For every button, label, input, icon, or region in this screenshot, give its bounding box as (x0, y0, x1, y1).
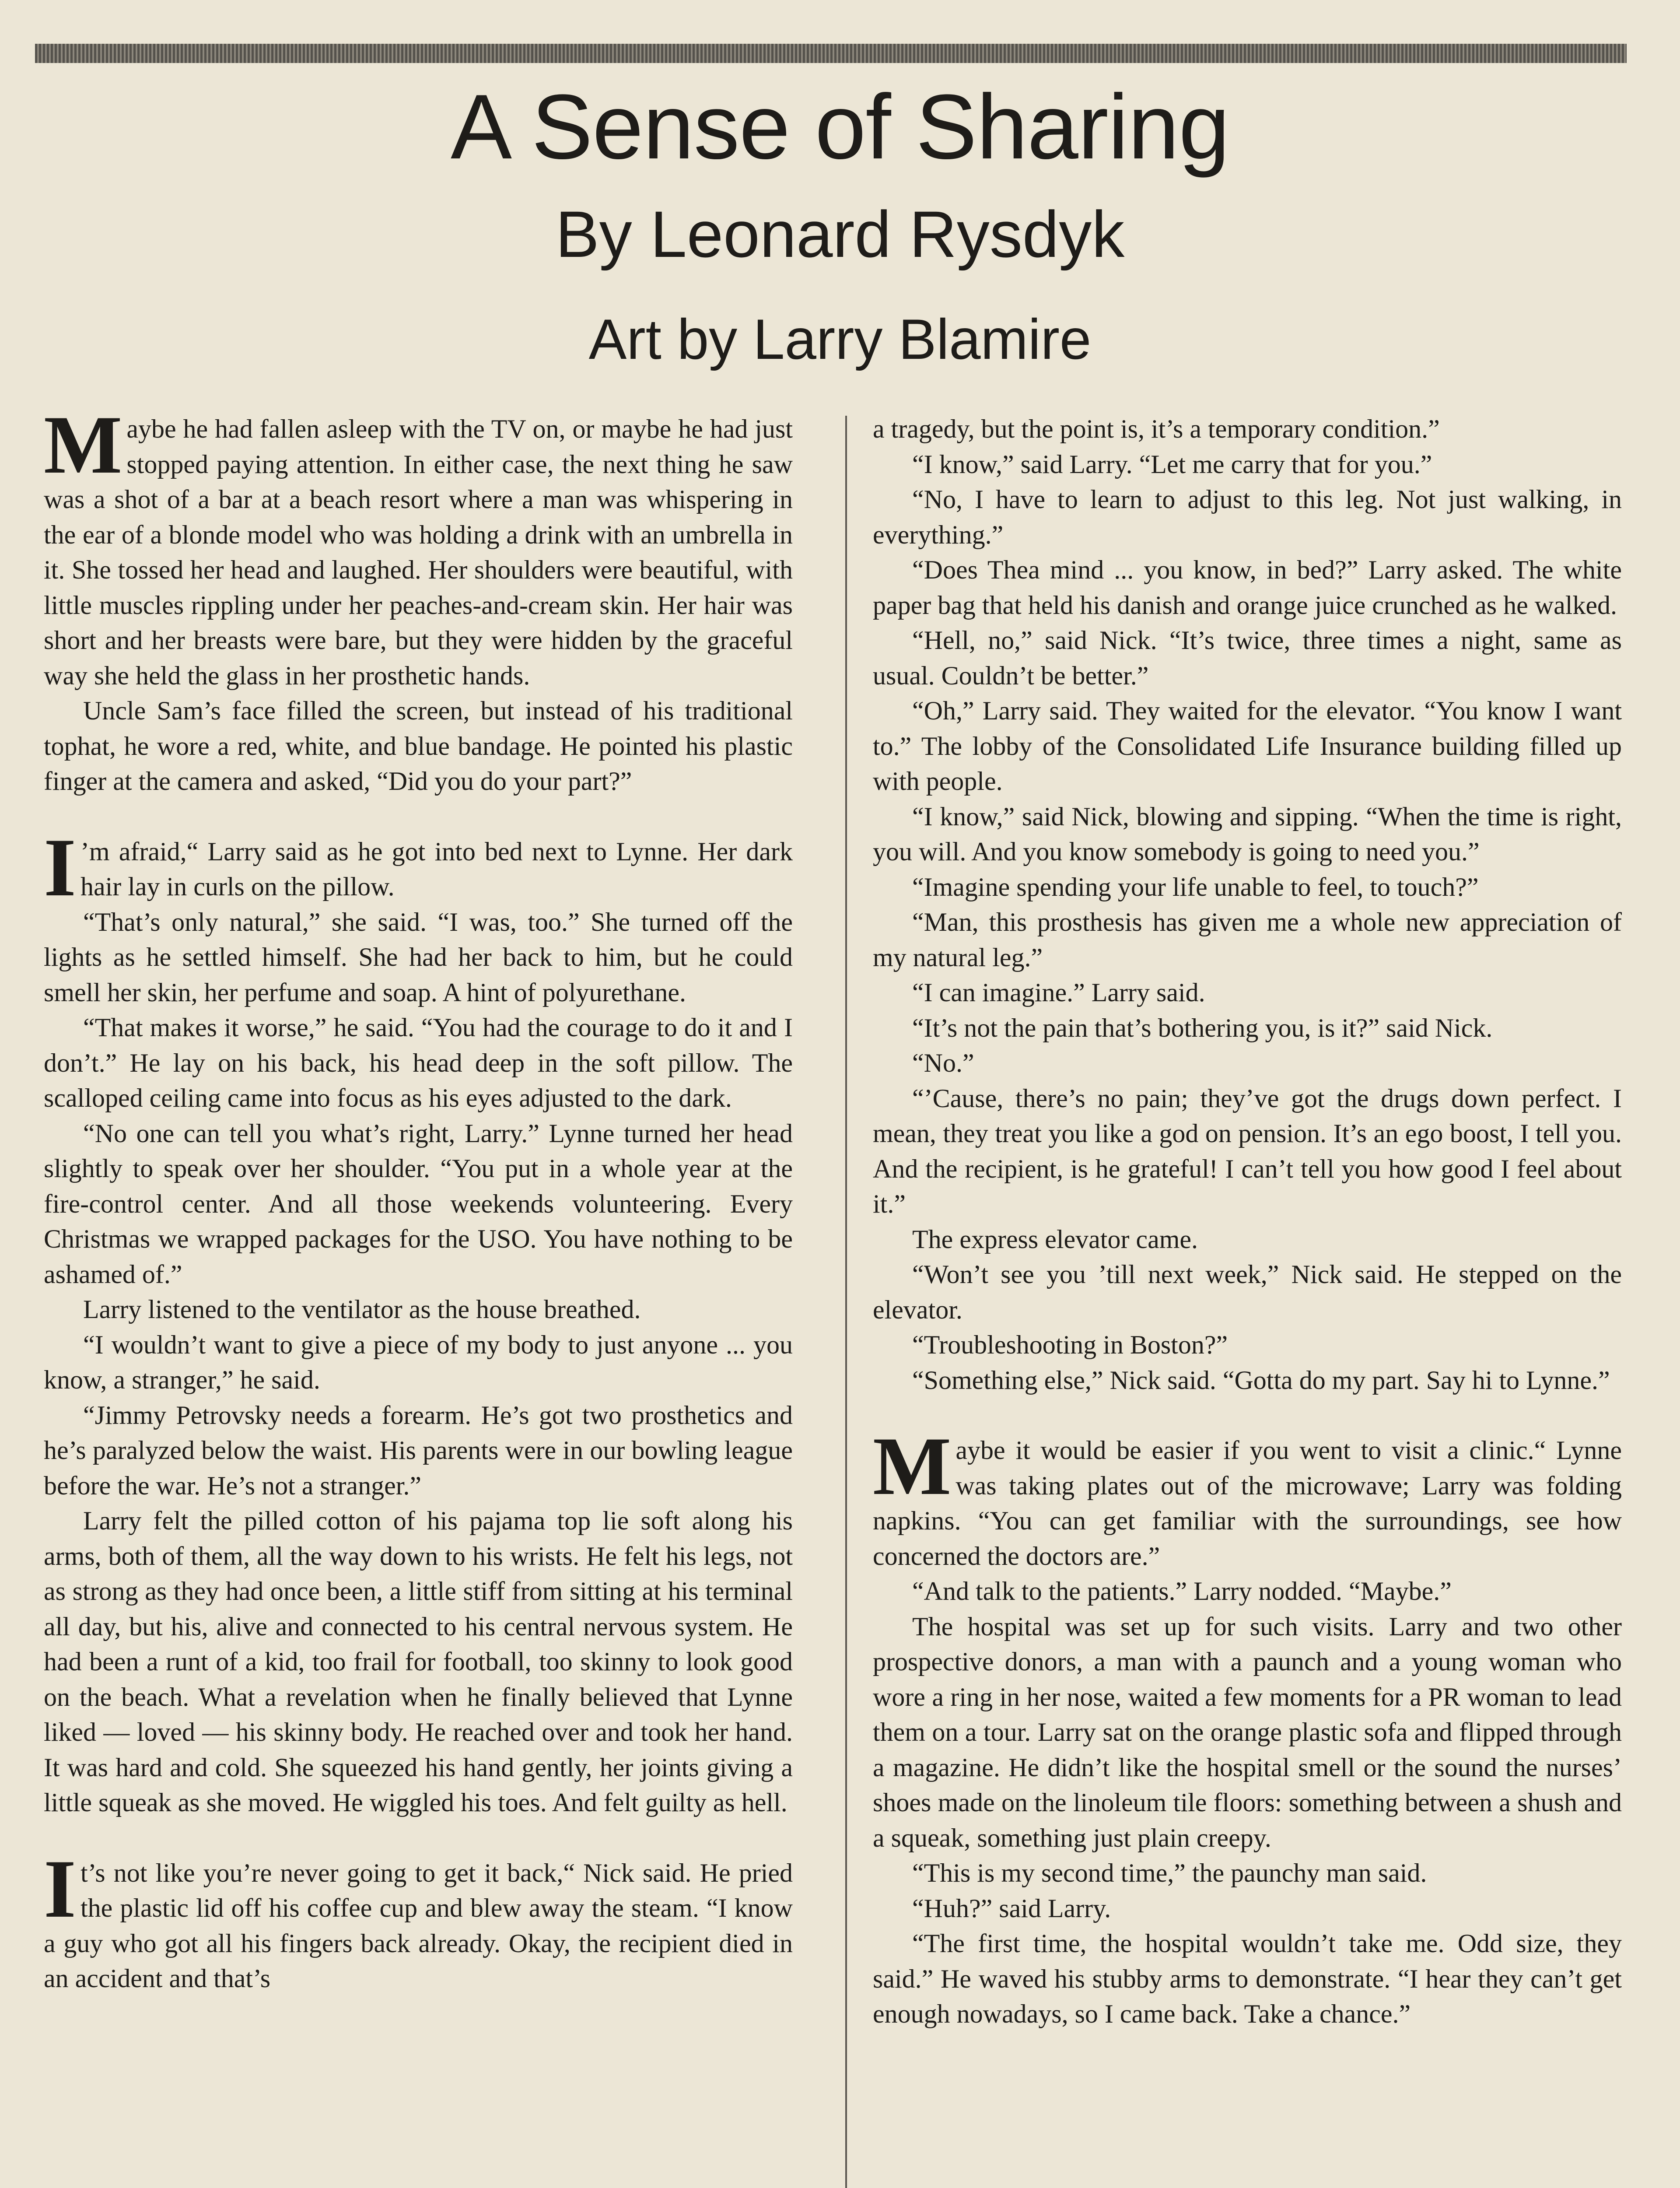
story-paragraph (873, 1609, 1622, 1856)
top-decorative-rule (35, 44, 1627, 63)
story-paragraph (44, 1503, 793, 1820)
right-text-column (873, 411, 1622, 2188)
story-paragraph (44, 905, 793, 1010)
paragraph-text: “That makes it worse,” he said. “You had the courage to do it and I don’t.” He lay on his back, his head deep in the soft pillow. The scalloped ceiling came into focus as his eyes adjusted to the dark. (44, 1013, 793, 1112)
paragraph-text: The hospital was set up for such visits. Larry and two other prospective donors, a man with a paunch and a young woman who wore a ring in her nose, waited a few moments for a PR woman to lead them on a tour. Larry sat on the orange plastic sofa and flipped through a magazine. He didn’t like the hospital smell or the sound the nurses’ shoes made on the linoleum tile floors: something between a shush and a squeak, something just plain creepy. (873, 1612, 1622, 1852)
story-paragraph (873, 693, 1622, 799)
story-paragraph (44, 1292, 793, 1327)
story-paragraph (873, 1222, 1622, 1257)
story-paragraph (873, 799, 1622, 870)
story-paragraph (873, 905, 1622, 975)
story-title: A Sense of Sharing (451, 75, 1229, 178)
paragraph-text: ’m afraid,“ Larry said as he got into bed next to Lynne. Her dark hair lay in curls on the pillow. (80, 837, 793, 901)
paragraph-text: “No, I have to learn to adjust to this leg. Not just walking, in everything.” (873, 485, 1622, 549)
story-paragraph (873, 1926, 1622, 2032)
paragraph-text: “That’s only natural,” she said. “I was, too.” She turned off the lights as he settled himself. She had her back to him, but he could smell her skin, her perfume and soap. A hint of polyurethane. (44, 907, 793, 1007)
paragraph-text: “And talk to the patients.” Larry nodded. “Maybe.” (912, 1577, 1452, 1606)
story-paragraph (873, 1574, 1622, 1609)
story-paragraph (44, 1398, 793, 1504)
paragraph-text: “I know,” said Nick, blowing and sipping. “When the time is right, you will. And you know somebody is going to need you.” (873, 802, 1622, 866)
paragraph-text: “’Cause, there’s no pain; they’ve got the drugs down perfect. I mean, they treat you like a god on pension. It’s an ego boost, I tell you. And the recipient, is he grateful! I can’t tell you how good I feel about it.” (873, 1083, 1622, 1218)
story-paragraph (44, 693, 793, 799)
paragraph-text: aybe he had fallen asleep with the TV on, or maybe he had just stopped paying attention. In either case, the next thing he saw was a shot of a bar at a beach resort where a man was whispering in the ear of a blonde model who was holding a drink with an umbrella in it. She tossed her head and laughed. Her shoulders were beautiful, with little muscles rippling under her peaches-and-cream skin. Her hair was short and her breasts were bare, but they were hidden by the graceful way she held the glass in her prosthetic hands. (44, 414, 793, 690)
paragraph-text: “The first time, the hospital wouldn’t take me. Odd size, they said.” He waved his stubby arms to demonstrate. “I hear they can’t get enough nowadays, so I came back. Take a chance.” (873, 1929, 1622, 2028)
drop-cap: I (44, 821, 76, 914)
paragraph-text: “It’s not the pain that’s bothering you, is it?” said Nick. (912, 1013, 1493, 1042)
story-paragraph (873, 1045, 1622, 1081)
paragraph-text: “Huh?” said Larry. (912, 1893, 1111, 1923)
paragraph-text: Uncle Sam’s face filled the screen, but instead of his traditional tophat, he wore a red, white, and blue bandage. He pointed his plastic finger at the camera and asked, “Did you do your part?” (44, 696, 793, 796)
drop-cap: I (44, 1843, 76, 1935)
paragraph-text: “I can imagine.” Larry said. (912, 978, 1205, 1007)
story-paragraph (873, 1010, 1622, 1046)
drop-cap: M (873, 1420, 952, 1512)
paragraph-text: aybe it would be easier if you went to visit a clinic.“ Lynne was taking plates out of the microwave; Larry was folding napkins. “You can get familiar with the surroundings, see how concerned the doctors are.” (873, 1436, 1622, 1571)
story-paragraph (44, 1010, 793, 1116)
author-byline: By Leonard Rysdyk (555, 197, 1125, 271)
paragraph-text: Larry felt the pilled cotton of his pajama top lie soft along his arms, both of them, all the way down to his wrists. He felt his legs, not as strong as they had once been, a little stiff from sitting at his terminal all day, but his, alive and connected to his central nervous system. He had been a runt of a kid, too frail for football, too skinny to look good on the beach. What a revelation when he finally believed that Lynne liked — loved — his skinny body. He reached over and took her hand. It was hard and cold. She squeezed his hand gently, her joints giving a little squeak as she moved. He wiggled his toes. And felt guilty as hell. (44, 1506, 793, 1817)
paragraph-text: t’s not like you’re never going to get it back,“ Nick said. He pried the plastic lid off his coffee cup and blew away the steam. “I know a guy who got all his fingers back already. Okay, the recipient died in an accident and that’s (44, 1858, 793, 1993)
paragraph-text: “I know,” said Larry. “Let me carry that for you.” (912, 449, 1432, 479)
story-paragraph (873, 870, 1622, 905)
story-paragraph (873, 1891, 1622, 1926)
story-paragraph (873, 1327, 1622, 1363)
paragraph-text: The express elevator came. (912, 1224, 1198, 1254)
left-text-column (44, 411, 793, 2188)
story-paragraph (873, 623, 1622, 693)
story-paragraph (873, 1855, 1622, 1891)
art-credit: Art by Larry Blamire (588, 307, 1092, 371)
paragraph-text: “Man, this prosthesis has given me a whole new appreciation of my natural leg.” (873, 908, 1622, 972)
story-paragraph (44, 1116, 793, 1292)
paragraph-text: “Jimmy Petrovsky needs a forearm. He’s got two prosthetics and he’s paralyzed below the waist. His parents were in our bowling league before the war. He’s not a stranger.” (44, 1400, 793, 1500)
paragraph-text: Larry listened to the ventilator as the house breathed. (83, 1295, 641, 1324)
paragraph-text: a tragedy, but the point is, it’s a temporary condition.” (873, 414, 1440, 443)
story-paragraph (873, 1363, 1622, 1398)
column-divider (845, 416, 847, 2188)
story-paragraph (873, 447, 1622, 482)
story-paragraph (873, 552, 1622, 623)
paragraph-text: “Oh,” Larry said. They waited for the elevator. “You know I want to.” The lobby of the Consolidated Life Insurance building filled up with people. (873, 696, 1622, 796)
paragraph-text: “Troubleshooting in Boston?” (912, 1330, 1228, 1359)
paragraph-text: “No.” (912, 1048, 974, 1077)
story-paragraph (873, 1420, 1622, 1574)
story-paragraph (873, 411, 1622, 447)
paragraph-text: “Hell, no,” said Nick. “It’s twice, three times a night, same as usual. Couldn’t be better.” (873, 626, 1622, 690)
story-paragraph (44, 821, 793, 914)
story-paragraph (873, 482, 1622, 552)
paragraph-text: “Imagine spending your life unable to feel, to touch?” (912, 872, 1479, 901)
story-paragraph (873, 975, 1622, 1010)
drop-cap: M (44, 411, 122, 491)
paragraph-text: “No one can tell you what’s right, Larry.” Lynne turned her head slightly to speak over her shoulder. “You put in a whole year at the fire-control center. And all those weekends volunteering. Every Christmas we wrapped packages for the USO. You have nothing to be ashamed of.” (44, 1119, 793, 1289)
story-paragraph (44, 1327, 793, 1398)
story-paragraph (44, 411, 793, 693)
story-paragraph (873, 1257, 1622, 1327)
paragraph-text: “Does Thea mind ... you know, in bed?” Larry asked. The white paper bag that held his danish and orange juice crunched as he walked. (873, 555, 1622, 620)
paragraph-text: “This is my second time,” the paunchy man said. (912, 1858, 1427, 1887)
story-paragraph (44, 1843, 793, 1996)
paragraph-text: “I wouldn’t want to give a piece of my body to just anyone ... you know, a stranger,” he said. (44, 1330, 793, 1394)
paragraph-text: “Won’t see you ’till next week,” Nick said. He stepped on the elevator. (873, 1260, 1622, 1324)
paragraph-text: “Something else,” Nick said. “Gotta do my part. Say hi to Lynne.” (912, 1365, 1610, 1395)
story-paragraph (873, 1081, 1622, 1222)
